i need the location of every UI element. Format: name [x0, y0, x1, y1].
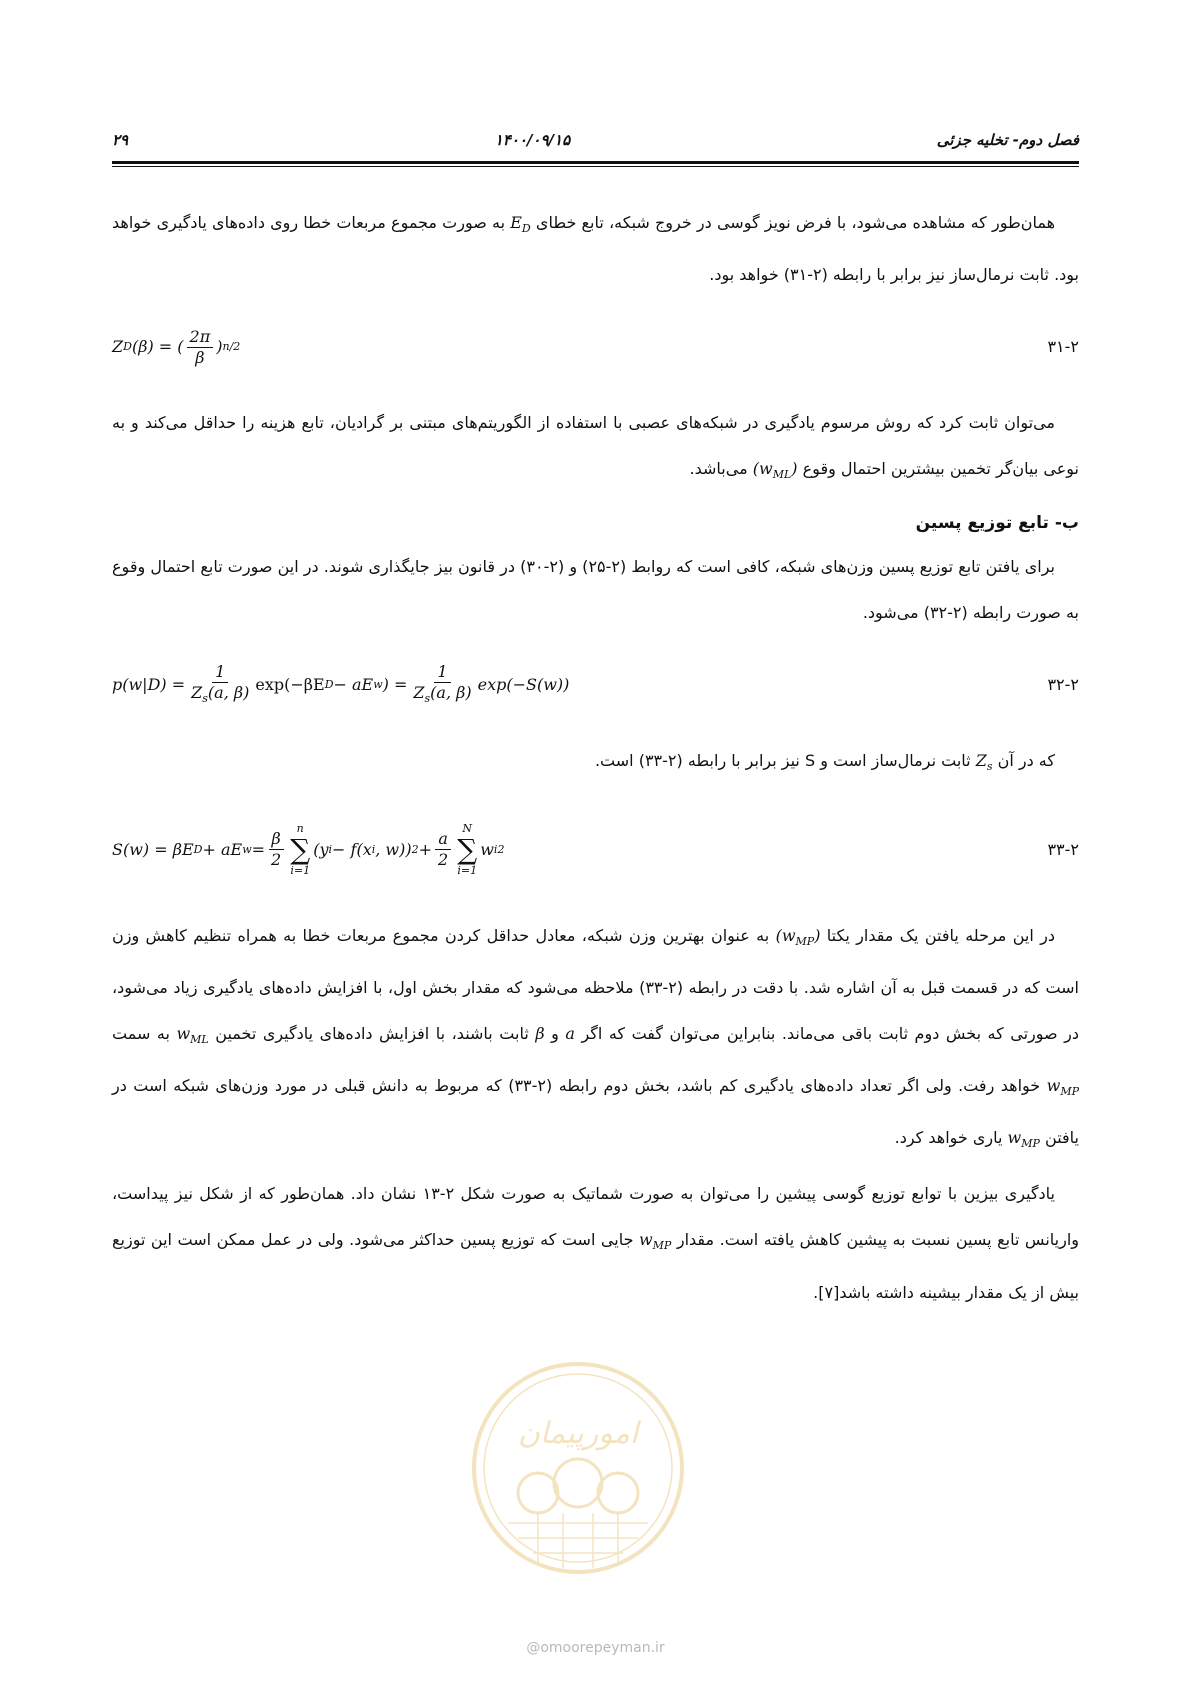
equation-31-body: Z D (β) = ( $\frac{2\pi}{\beta}$ ) n/2 [112, 326, 241, 367]
equation-32 [112, 650, 1079, 720]
header-rule-thin [112, 166, 1079, 167]
svg-text:امورپیمان: امورپیمان [517, 1416, 639, 1451]
equation-33 [112, 805, 1079, 895]
section-heading-b: ب- تابع توزیع پسین [915, 513, 1079, 534]
equation-32-body: p(w|D) = $\frac{1}{Z_s(a, \beta)}$ exp(−βE D − aE w ) = $\frac{1}{Z_s(a, \beta)}$ exp(−S(w)) [112, 661, 570, 705]
paragraph-4: که در آن $Z_s$ ثابت نرمال‌ساز است و S نیز برابر با رابطه (۲-۳۳) است. [594, 751, 1055, 774]
equation-31-number: ۳۱-۲ [1047, 337, 1079, 357]
sum-operator-1: n ∑ i=1 [290, 821, 311, 877]
equation-33-number: ۳۳-۲ [1047, 839, 1079, 859]
watermark-seal-logo [468, 1358, 688, 1578]
paragraph-2: می‌توان ثابت کرد که روش مرسوم یادگیری در شبکه‌های عصبی با استفاده از الگوریتم‌های مبتنی بر گرادیان، تابع هزینه را حداقل می‌کند و به نوعی بیان‌گر تخمین بیشترین احتمال وقوع $(w_{ML})$ می‌باشد. [112, 413, 1079, 482]
inline-symbol-zs: $Z_s$ [975, 751, 993, 774]
equation-31 [112, 312, 1079, 382]
paragraph-3: برای یافتن تابع توزیع پسین وزن‌های شبکه، کافی است که روابط (۲-۲۵) و (۲-۳۰) در قانون بیز جایگذاری شوند. در این صورت تابع احتمال وقوع به صورت رابطه (۲-۳۲) می‌شود. [112, 557, 1079, 623]
header-date: ۱۴۰۰/۰۹/۱۵ [494, 131, 571, 149]
paragraph-6: یادگیری بیزین با توابع توزیع گوسی پیشین را می‌توان به صورت شماتیک به صورت شکل ۲-۱۳ نشان داد. همان‌طور که از شکل نیز پیداست، واریانس تابع پسین نسبت به پیشین کاهش یافته است. مقدار $w_{MP}$ جایی است که توزیع پسین حداکثر می‌شود. ولی در عمل ممکن است این توزیع بیش از یک مقدار بیشینه داشته باشد[۷]. [112, 1184, 1079, 1302]
paragraph-5: در این مرحله یافتن یک مقدار یکتا $(w_{MP})$ به عنوان بهترین وزن شبکه، معادل حداقل کردن مجموع مربعات خطا به همراه تنظیم کاهش وزن است که در قسمت قبل به آن اشاره شد. با دقت در رابطه (۲-۳۳) ملاحظه می‌شود که مقدار بخش اول، با افزایش داده‌های یادگیری زیاد می‌شود، در صورتی که بخش دوم ثابت باقی می‌ماند. بنابراین می‌توان گفت که اگر a و β ثابت باشند، با افزایش داده‌های یادگیری تخمین $w_{ML}$ به سمت $w_{MP}$ خواهد رفت. ولی اگر تعداد داده‌های یادگیری کم باشد، بخش دوم رابطه (۲-۳۳) که مربوط به دانش قبلی در مورد وزن‌های شبکه است در یافتن $w_{MP}$ یاری خواهد کرد. [112, 925, 1080, 1151]
inline-symbol-ed: $E_D$ [510, 213, 531, 236]
watermark-url: @omoorepeyman.ir [526, 1640, 665, 1656]
page-number: ۲۹ [112, 131, 129, 149]
header-rule-thick [112, 161, 1079, 164]
paragraph-1: همان‌طور که مشاهده می‌شود، با فرض نویز گوسی در خروج شبکه، تابع خطای $E_D$ به صورت مجموع مربعات خطا روی داده‌های یادگیری خواهد بود. ثابت نرمال‌ساز نیز برابر با رابطه (۲-۳۱) خواهد بود. [112, 213, 1079, 285]
equation-32-number: ۳۲-۲ [1047, 675, 1079, 695]
chapter-title: فصل دوم- تخلیه جزئی [936, 131, 1079, 149]
sum-operator-2: N ∑ i=1 [457, 821, 478, 877]
page-header [112, 128, 1079, 152]
equation-33-body: S(w) = βE D + aE w = $\frac{\beta}{2}$ n ∑ i=1 (y i − f(x i , w)) 2 + $\frac{a}{2}$ N ∑ i=1 w i 2 [112, 821, 505, 877]
document-body [112, 200, 1079, 1320]
inline-symbol-wml: $(w_{ML})$ [752, 459, 798, 482]
